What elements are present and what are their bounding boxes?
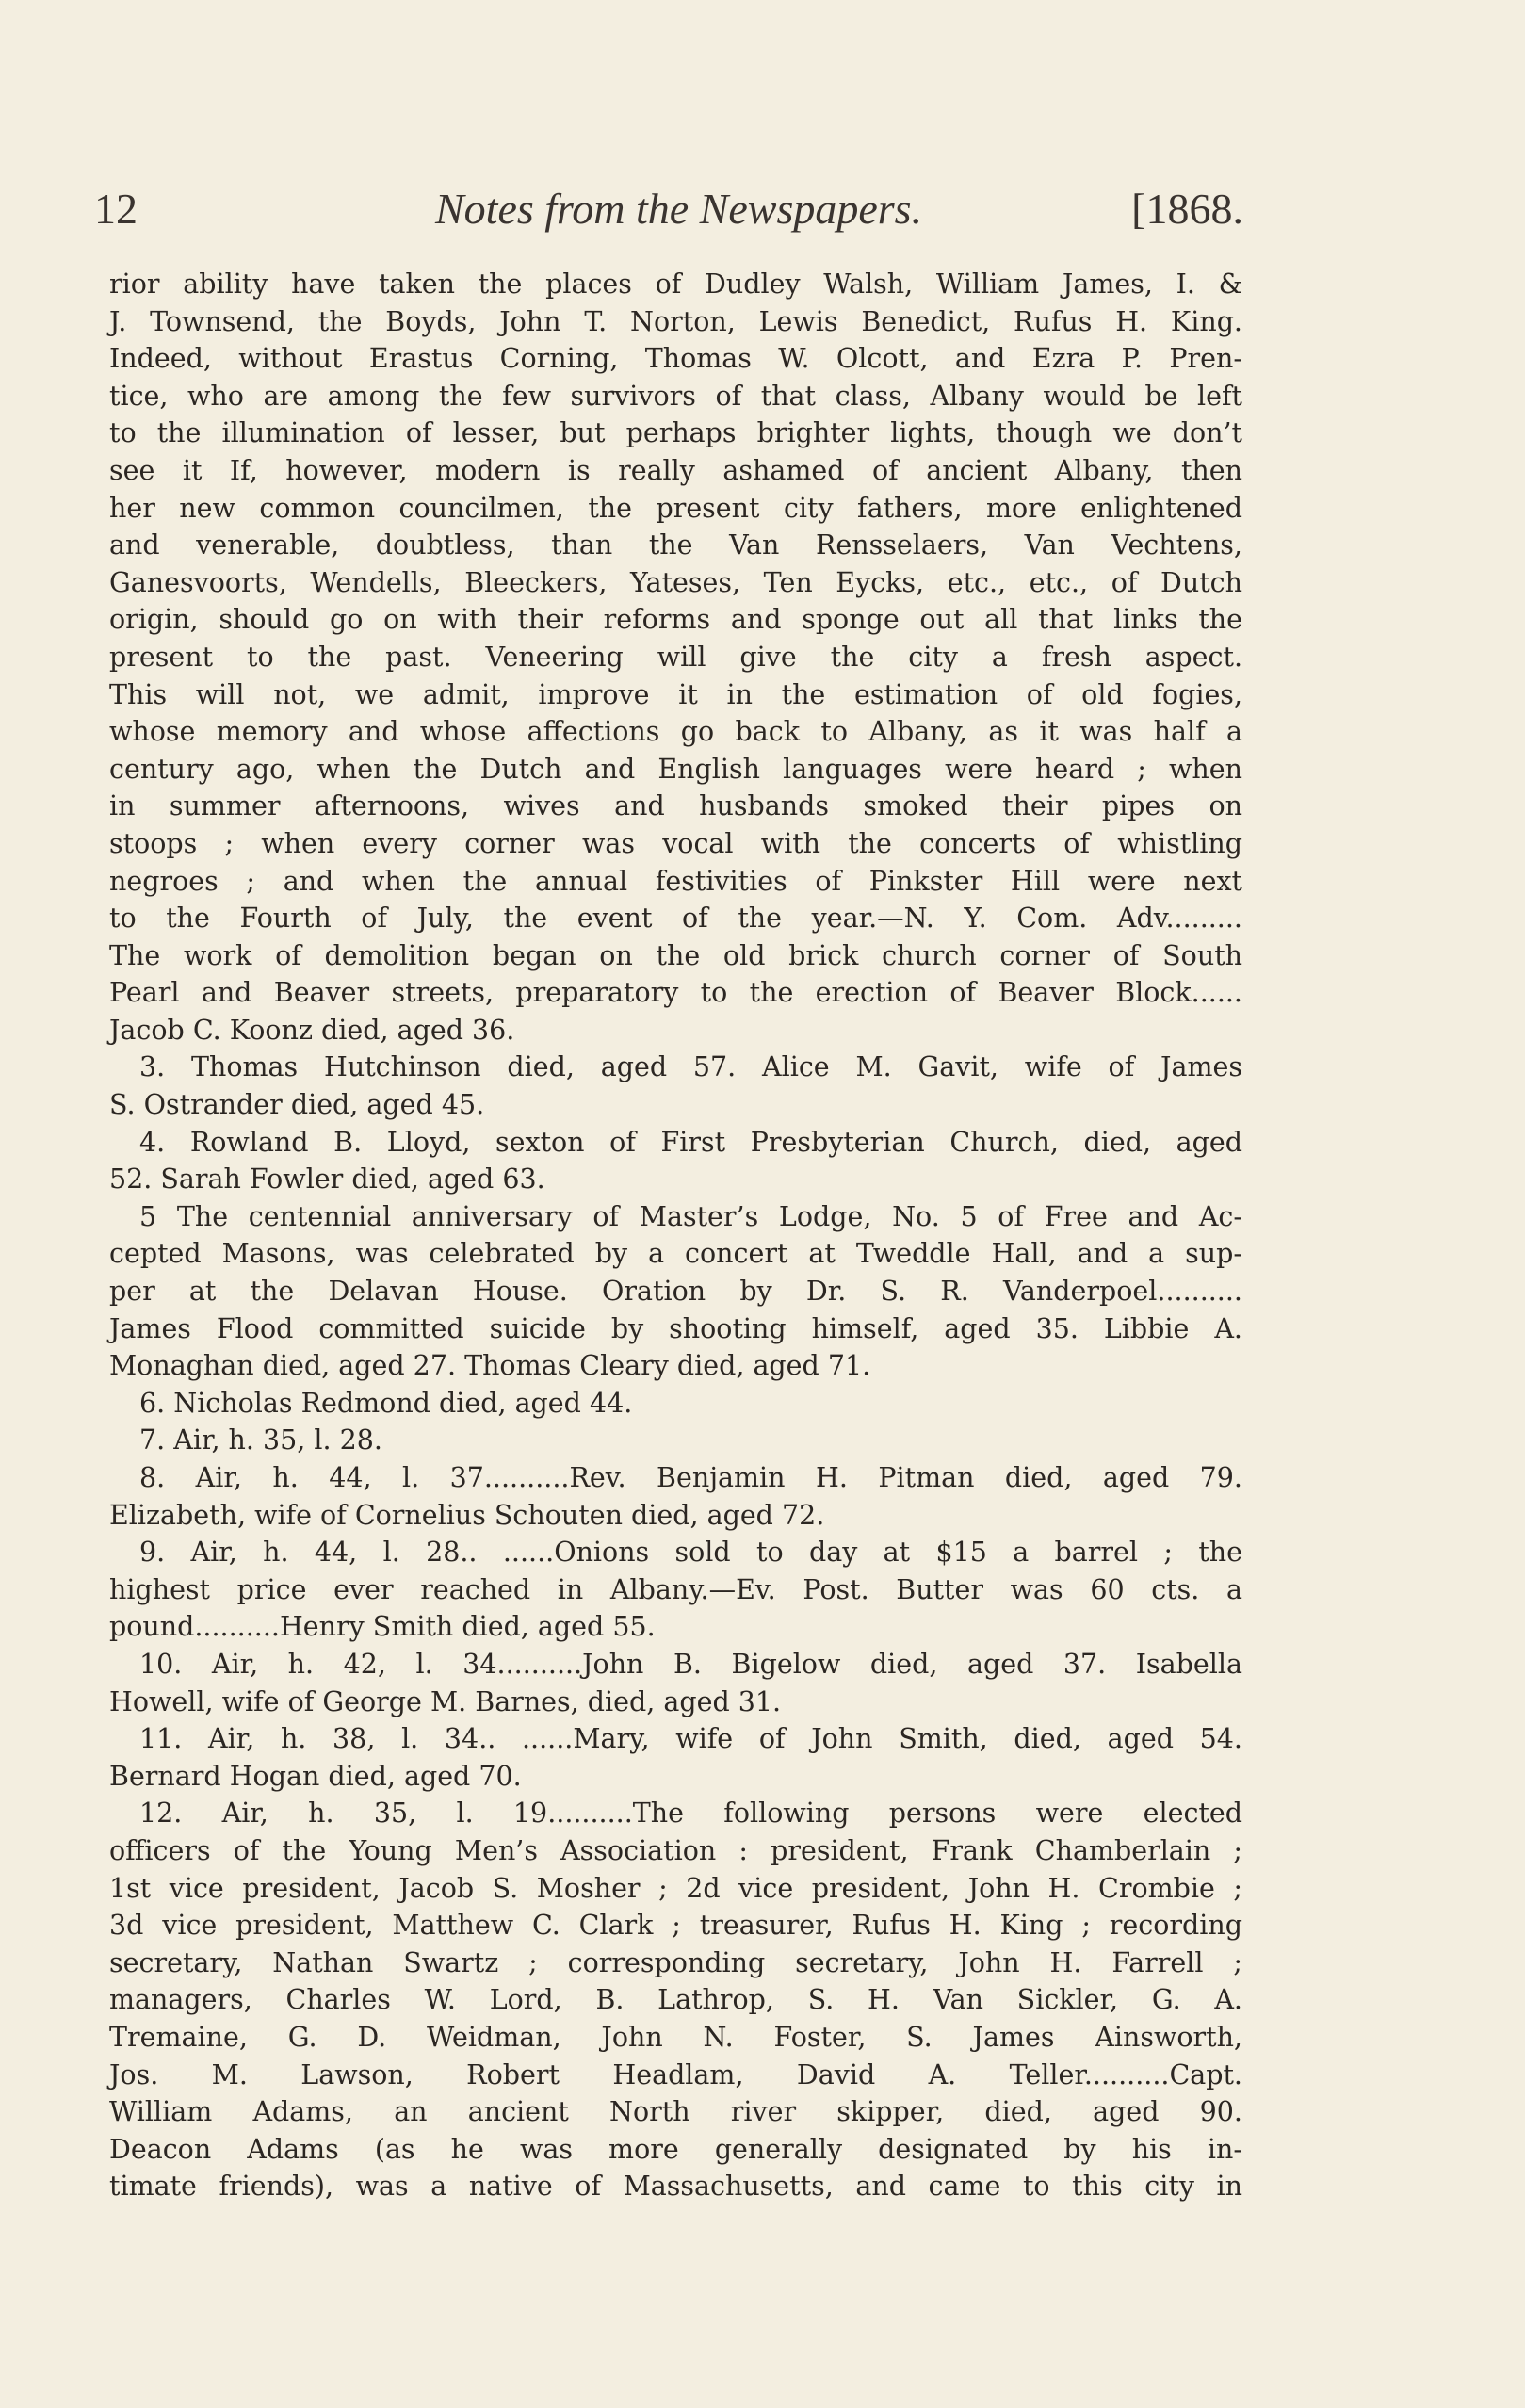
running-header: [94, 184, 1243, 240]
text-line: origin, should go on with their reforms and sponge out all that links the: [109, 604, 1242, 636]
text-line: per at the Delavan House. Oration by Dr. S. R. Vanderpoel..........: [109, 1276, 1242, 1308]
text-line: timate friends), was a native of Massachusetts, and came to this city in: [109, 2171, 1242, 2203]
text-line: 10. Air, h. 42, l. 34..........John B. Bigelow died, aged 37. Isabella: [139, 1648, 1242, 1680]
text-line: to the illumination of lesser, but perhaps brighter lights, though we don’t: [109, 417, 1242, 449]
text-line: Ganesvoorts, Wendells, Bleeckers, Yateses, Ten Eycks, etc., etc., of Dutch: [109, 566, 1242, 598]
text-line: 3d vice president, Matthew C. Clark ; treasurer, Rufus H. King ; recording: [109, 1910, 1242, 1942]
text-line: 5 The centennial anniversary of Master’s Lodge, No. 5 of Free and Ac-: [139, 1200, 1242, 1232]
text-line: negroes ; and when the annual festivities of Pinkster Hill were next: [109, 865, 1242, 897]
text-line: S. Ostrander died, aged 45.: [109, 1089, 485, 1121]
text-line: Jos. M. Lawson, Robert Headlam, David A. Teller..........Capt.: [109, 2058, 1242, 2091]
text-line: 3. Thomas Hutchinson died, aged 57. Alice M. Gavit, wife of James: [139, 1051, 1242, 1083]
text-line: her new common councilmen, the present city fathers, more enlightened: [109, 492, 1242, 524]
header-year: [1868.: [1131, 185, 1243, 233]
text-line: Monaghan died, aged 27. Thomas Cleary died, aged 71.: [109, 1350, 871, 1382]
text-line: managers, Charles W. Lord, B. Lathrop, S. H. Van Sickler, G. A.: [109, 1984, 1242, 2016]
text-line: whose memory and whose affections go back to Albany, as it was half a: [109, 716, 1242, 748]
text-line: see it If, however, modern is really ashamed of ancient Albany, then: [109, 454, 1242, 486]
text-line: 9. Air, h. 44, l. 28.. ......Onions sold to day at $15 a barrel ; the: [139, 1537, 1242, 1569]
text-line: 1st vice president, Jacob S. Mosher ; 2d vice president, John H. Crombie ;: [109, 1872, 1242, 1904]
text-line: to the Fourth of July, the event of the year.—N. Y. Com. Adv.........: [109, 903, 1242, 935]
running-title: Notes from the Newspapers.: [435, 185, 923, 233]
text-line: 4. Rowland B. Lloyd, sexton of First Presbyterian Church, died, aged: [139, 1126, 1242, 1158]
text-line: century ago, when the Dutch and English languages were heard ; when: [109, 753, 1242, 785]
text-line: Indeed, without Erastus Corning, Thomas W. Olcott, and Ezra P. Pren-: [109, 343, 1242, 375]
text-line: highest price ever reached in Albany.—Ev. Post. Butter was 60 cts. a: [109, 1573, 1242, 1605]
text-line: rior ability have taken the places of Dudley Walsh, William James, I. &: [109, 268, 1242, 300]
text-line: 52. Sarah Fowler died, aged 63.: [109, 1163, 545, 1196]
text-line: present to the past. Veneering will give the city a fresh aspect.: [109, 641, 1242, 673]
text-line: tice, who are among the few survivors of that class, Albany would be left: [109, 380, 1242, 412]
text-line: 11. Air, h. 38, l. 34.. ......Mary, wife of John Smith, died, aged 54.: [139, 1723, 1242, 1755]
text-line: Elizabeth, wife of Cornelius Schouten died, aged 72.: [109, 1499, 825, 1531]
text-line: J. Townsend, the Boyds, John T. Norton, Lewis Benedict, Rufus H. King.: [109, 305, 1242, 337]
text-line: The work of demolition began on the old brick church corner of South: [109, 939, 1242, 971]
text-line: officers of the Young Men’s Association : president, Frank Chamberlain ;: [109, 1834, 1242, 1866]
text-line: secretary, Nathan Swartz ; corresponding secretary, John H. Farrell ;: [109, 1946, 1242, 1978]
text-line: Howell, wife of George M. Barnes, died, aged 31.: [109, 1685, 782, 1717]
text-line: 6. Nicholas Redmond died, aged 44.: [139, 1387, 633, 1419]
text-line: 7. Air, h. 35, l. 28.: [139, 1424, 382, 1456]
text-line: in summer afternoons, wives and husbands smoked their pipes on: [109, 790, 1242, 822]
text-line: Jacob C. Koonz died, aged 36.: [109, 1014, 515, 1046]
text-line: pound..........Henry Smith died, aged 55.: [109, 1611, 656, 1643]
body-text: [109, 266, 1242, 2205]
text-line: 12. Air, h. 35, l. 19..........The following persons were elected: [139, 1798, 1242, 1830]
text-line: James Flood committed suicide by shooting himself, aged 35. Libbie A.: [109, 1312, 1242, 1344]
page-number: 12: [94, 185, 138, 233]
text-line: 8. Air, h. 44, l. 37..........Rev. Benjamin H. Pitman died, aged 79.: [139, 1462, 1242, 1493]
text-line: Tremaine, G. D. Weidman, John N. Foster, S. James Ainsworth,: [109, 2021, 1242, 2053]
text-line: Bernard Hogan died, aged 70.: [109, 1760, 522, 1792]
text-line: This will not, we admit, improve it in the estimation of old fogies,: [109, 678, 1242, 710]
text-line: cepted Masons, was celebrated by a concert at Tweddle Hall, and a sup-: [109, 1238, 1242, 1270]
text-line: stoops ; when every corner was vocal with the concerts of whistling: [109, 827, 1242, 859]
text-line: William Adams, an ancient North river skipper, died, aged 90.: [109, 2096, 1242, 2128]
text-line: Pearl and Beaver streets, preparatory to the erection of Beaver Block......: [109, 977, 1242, 1009]
text-line: and venerable, doubtless, than the Van Rensselaers, Van Vechtens,: [109, 529, 1242, 561]
text-line: Deacon Adams (as he was more generally designated by his in-: [109, 2133, 1242, 2165]
